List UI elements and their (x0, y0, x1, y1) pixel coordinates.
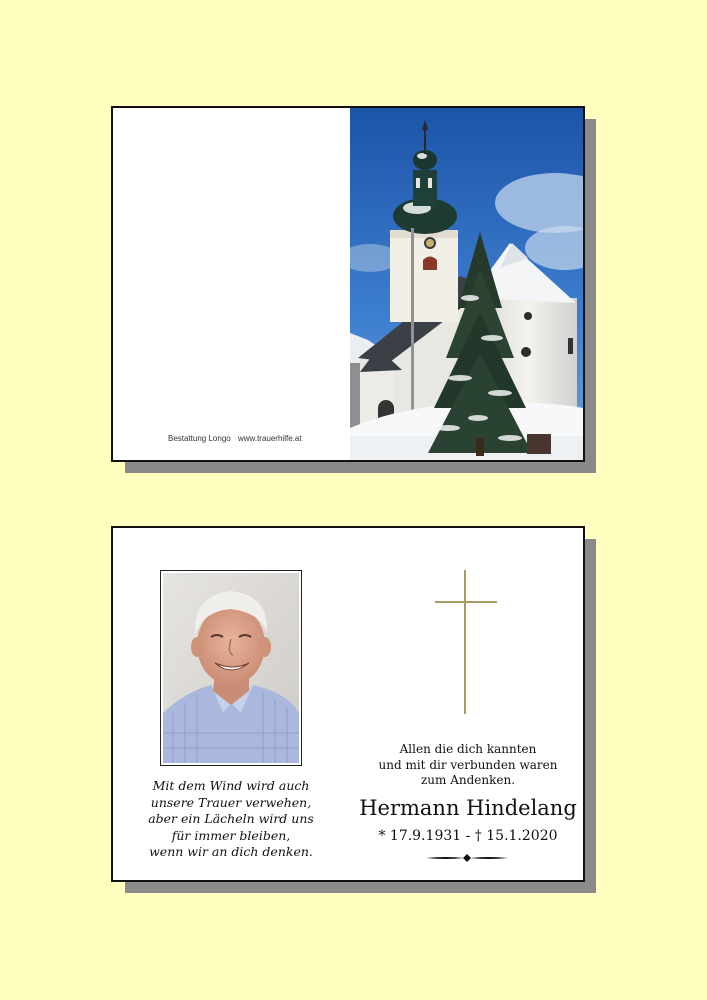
dedication-text (353, 742, 583, 789)
funeral-home-url: www.trauerhilfe.at (237, 434, 302, 443)
church-in-winter-photo-icon (350, 108, 583, 460)
dedication-line: und mit dir verbunden waren (378, 757, 558, 772)
dedication-line: zum Andenken. (420, 773, 516, 787)
poem-line: für immer bleiben, (171, 827, 291, 843)
life-dates: * 17.9.1931 - † 15.1.2020 (378, 828, 558, 844)
portrait-photo-icon (163, 573, 299, 763)
portrait-frame (160, 570, 302, 766)
back-card (111, 526, 596, 893)
dedication-line: Allen die dich kannten (399, 742, 537, 756)
poem-line: unsere Trauer verwehen, (150, 794, 312, 810)
ornament-divider-icon (426, 853, 508, 863)
poem-line: Mit dem Wind wird auch (152, 778, 310, 793)
funeral-home-credit (168, 434, 307, 443)
funeral-home-name: Bestattung Longo (168, 434, 231, 443)
front-card-left-panel (113, 108, 350, 460)
church-photo (350, 108, 583, 460)
poem-line: wenn wir an dich denken. (149, 844, 313, 859)
front-card (111, 106, 596, 473)
deceased-name: Hermann Hindelang (359, 796, 577, 820)
back-card-face (111, 526, 585, 882)
front-card-face (111, 106, 585, 462)
cross-icon (435, 570, 497, 714)
memorial-poem (133, 778, 329, 861)
poem-line: aber ein Lächeln wird uns (148, 811, 314, 826)
